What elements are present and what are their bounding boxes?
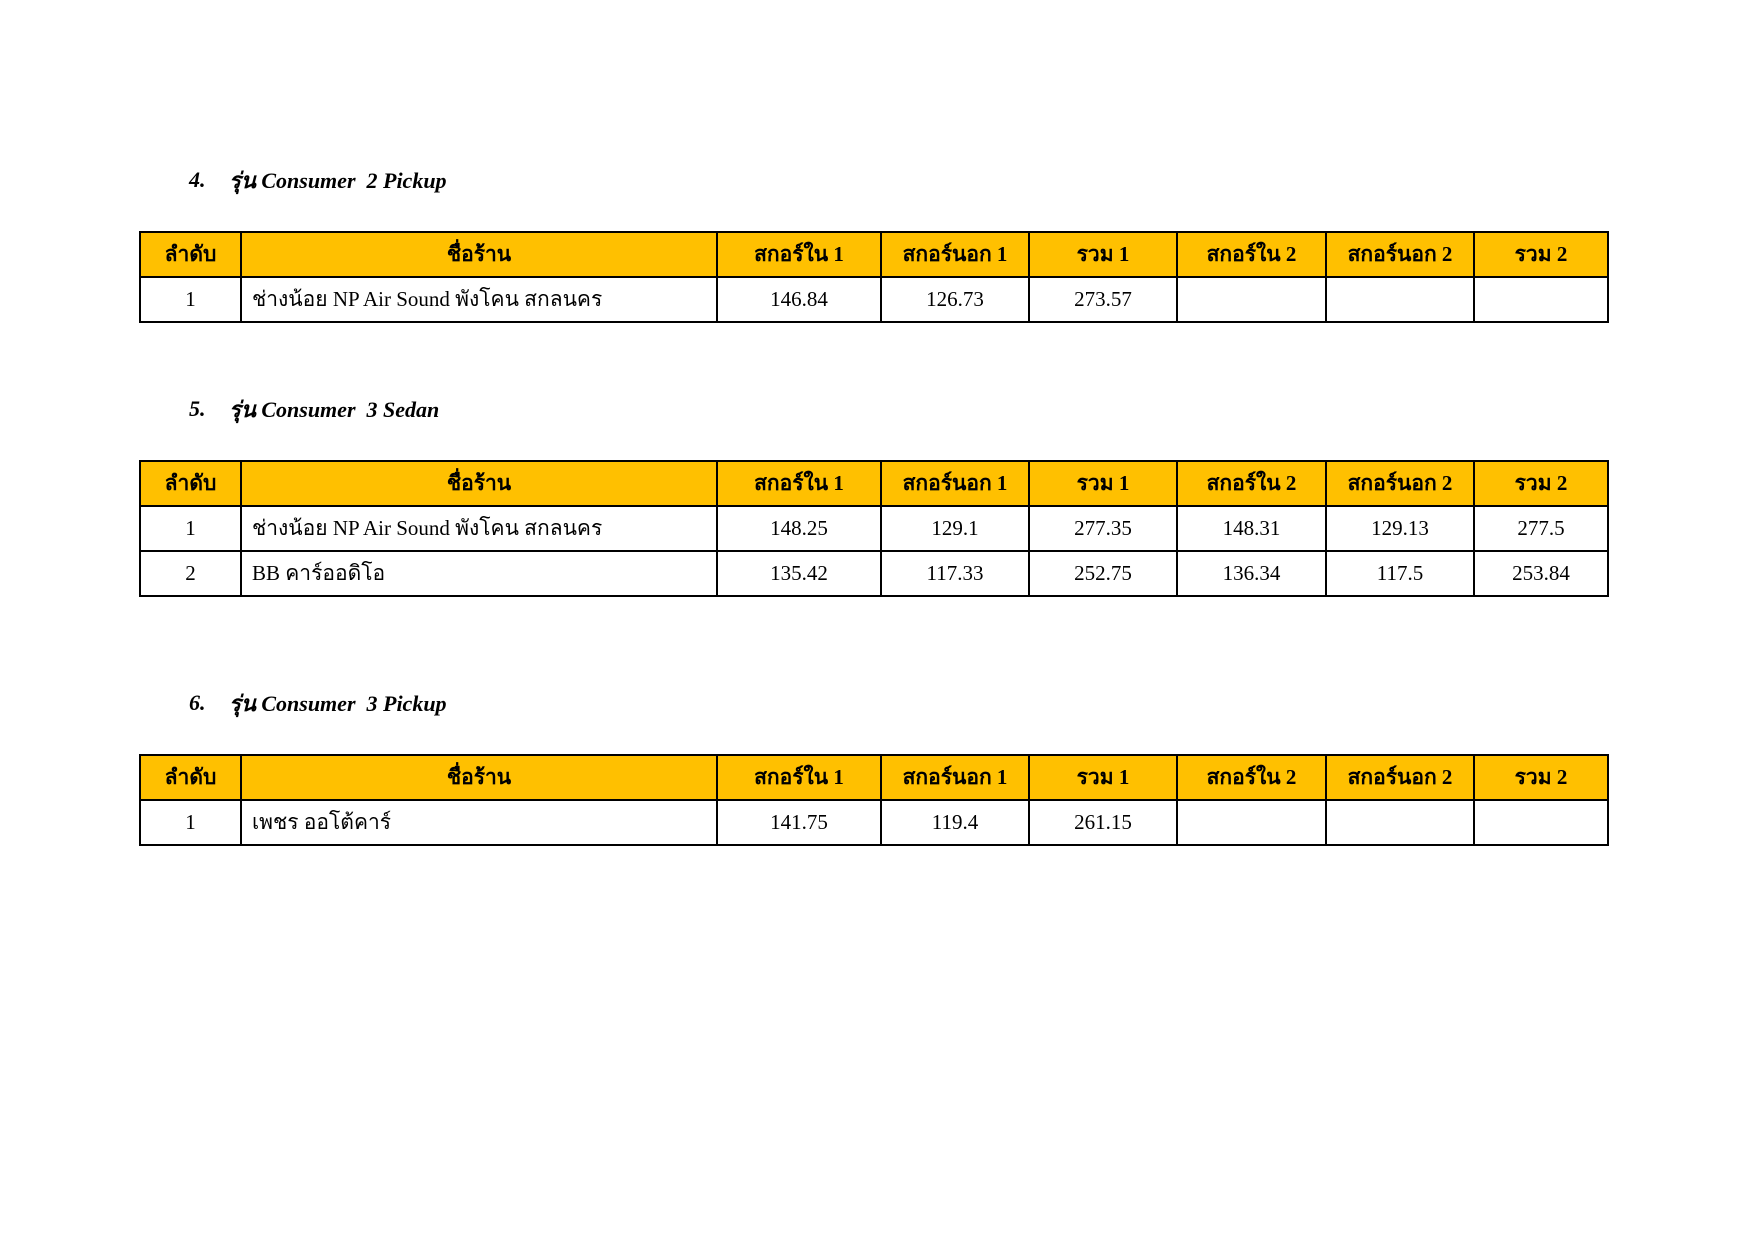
- column-header-outside-score-2: สกอร์นอก 2: [1326, 755, 1474, 800]
- outside-score-2-cell: [1326, 800, 1474, 845]
- column-header-total-2: รวม 2: [1474, 755, 1608, 800]
- total-1-cell: 252.75: [1029, 551, 1177, 596]
- column-header-outside-score-2: สกอร์นอก 2: [1326, 461, 1474, 506]
- outside-score-1-cell: 129.1: [881, 506, 1029, 551]
- table-row: [140, 800, 1608, 845]
- table-header-row: [140, 461, 1608, 506]
- section-number: 5.: [189, 396, 206, 421]
- total-2-cell: 277.5: [1474, 506, 1608, 551]
- score-table: [139, 231, 1609, 323]
- rank-cell: 1: [140, 506, 241, 551]
- column-header-inside-score-2: สกอร์ใน 2: [1177, 755, 1326, 800]
- outside-score-2-cell: 117.5: [1326, 551, 1474, 596]
- column-header-outside-score-1: สกอร์นอก 1: [881, 461, 1029, 506]
- section-heading: [189, 160, 447, 200]
- inside-score-2-cell: [1177, 800, 1326, 845]
- shop-name-cell: ช่างน้อย NP Air Sound พังโคน สกลนคร: [241, 277, 717, 322]
- total-2-cell: 253.84: [1474, 551, 1608, 596]
- column-header-total-2: รวม 2: [1474, 461, 1608, 506]
- total-1-cell: 261.15: [1029, 800, 1177, 845]
- column-header-total-1: รวม 1: [1029, 232, 1177, 277]
- rank-cell: 2: [140, 551, 241, 596]
- outside-score-2-cell: [1326, 277, 1474, 322]
- inside-score-2-cell: [1177, 277, 1326, 322]
- table-row: [140, 551, 1608, 596]
- table-header-row: [140, 232, 1608, 277]
- outside-score-1-cell: 126.73: [881, 277, 1029, 322]
- inside-score-1-cell: 146.84: [717, 277, 881, 322]
- total-2-cell: [1474, 277, 1608, 322]
- inside-score-1-cell: 148.25: [717, 506, 881, 551]
- section-number: 6.: [189, 690, 206, 715]
- section-title: รุ่น Consumer 3 Sedan: [229, 396, 440, 422]
- score-table: [139, 754, 1609, 846]
- rank-cell: 1: [140, 800, 241, 845]
- column-header-rank: ลำดับ: [140, 232, 241, 277]
- table-row: [140, 506, 1608, 551]
- score-table: [139, 460, 1609, 597]
- column-header-inside-score-2: สกอร์ใน 2: [1177, 461, 1326, 506]
- section-title: รุ่น Consumer 2 Pickup: [229, 167, 447, 193]
- inside-score-2-cell: 148.31: [1177, 506, 1326, 551]
- column-header-inside-score-1: สกอร์ใน 1: [717, 232, 881, 277]
- column-header-shop: ชื่อร้าน: [241, 755, 717, 800]
- inside-score-2-cell: 136.34: [1177, 551, 1326, 596]
- outside-score-1-cell: 117.33: [881, 551, 1029, 596]
- column-header-shop: ชื่อร้าน: [241, 461, 717, 506]
- shop-name-cell: เพชร ออโต้คาร์: [241, 800, 717, 845]
- column-header-inside-score-1: สกอร์ใน 1: [717, 755, 881, 800]
- column-header-total-2: รวม 2: [1474, 232, 1608, 277]
- total-1-cell: 277.35: [1029, 506, 1177, 551]
- shop-name-cell: BB คาร์ออดิโอ: [241, 551, 717, 596]
- total-1-cell: 273.57: [1029, 277, 1177, 322]
- column-header-total-1: รวม 1: [1029, 755, 1177, 800]
- column-header-outside-score-1: สกอร์นอก 1: [881, 755, 1029, 800]
- column-header-outside-score-2: สกอร์นอก 2: [1326, 232, 1474, 277]
- shop-name-cell: ช่างน้อย NP Air Sound พังโคน สกลนคร: [241, 506, 717, 551]
- total-2-cell: [1474, 800, 1608, 845]
- table-row: [140, 277, 1608, 322]
- outside-score-2-cell: 129.13: [1326, 506, 1474, 551]
- column-header-outside-score-1: สกอร์นอก 1: [881, 232, 1029, 277]
- column-header-inside-score-2: สกอร์ใน 2: [1177, 232, 1326, 277]
- outside-score-1-cell: 119.4: [881, 800, 1029, 845]
- section-heading: [189, 389, 439, 429]
- column-header-inside-score-1: สกอร์ใน 1: [717, 461, 881, 506]
- rank-cell: 1: [140, 277, 241, 322]
- inside-score-1-cell: 141.75: [717, 800, 881, 845]
- section-heading: [189, 683, 447, 723]
- section-number: 4.: [189, 167, 206, 192]
- column-header-rank: ลำดับ: [140, 755, 241, 800]
- section-title: รุ่น Consumer 3 Pickup: [229, 690, 447, 716]
- column-header-total-1: รวม 1: [1029, 461, 1177, 506]
- column-header-shop: ชื่อร้าน: [241, 232, 717, 277]
- table-header-row: [140, 755, 1608, 800]
- column-header-rank: ลำดับ: [140, 461, 241, 506]
- inside-score-1-cell: 135.42: [717, 551, 881, 596]
